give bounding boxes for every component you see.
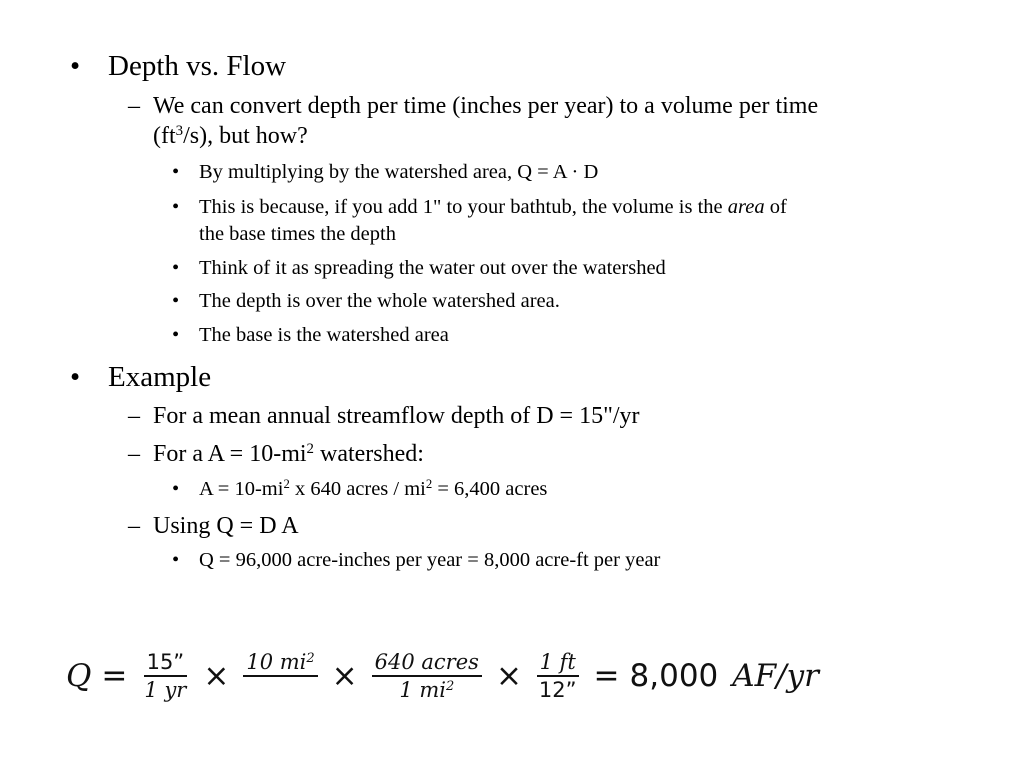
fraction-depth — [141, 650, 189, 703]
fraction-numerator: 15” — [144, 650, 188, 677]
fraction-feet — [536, 650, 580, 703]
fraction-numerator: 10 $mi^2$ — [243, 650, 317, 677]
eq-result-value: 8,000 — [629, 658, 719, 694]
fraction-denominator: 1 yr — [144, 677, 187, 702]
fraction-acres — [372, 650, 482, 703]
fraction-denominator: 12” — [538, 677, 577, 702]
eq-equals: = — [101, 658, 128, 694]
using-text: Using Q = D A — [153, 513, 299, 539]
convert-line-2: $(ft^3/s)$, but how? — [153, 122, 308, 149]
bullet: • — [172, 196, 180, 218]
because-line-1: This is because, if you add 1" to your bathtub, the volume is the area of — [199, 196, 787, 218]
dash: – — [128, 403, 140, 429]
bullet: • — [172, 257, 180, 279]
bullet: • — [70, 50, 81, 82]
heading-example: Example — [108, 361, 212, 393]
mean-annual-text: For a mean annual streamflow depth of D = 15"/yr — [153, 403, 640, 429]
eq-times: × — [203, 658, 230, 694]
think-text: Think of it as spreading the water out over the watershed — [199, 257, 666, 279]
bullet: • — [172, 478, 180, 500]
q-result-text: Q = 96,000 acre-inches per year = 8,000 acre-ft per year — [199, 549, 661, 571]
base-text: The base is the watershed area — [199, 324, 449, 346]
bullet: • — [172, 290, 180, 312]
fraction-numerator: 1 ft — [537, 650, 579, 677]
bullet: • — [172, 324, 180, 346]
eq-equals: = — [593, 658, 620, 694]
eq-result-unit: AF/yr — [732, 658, 819, 694]
fraction-denominator — [274, 677, 287, 703]
bullet: • — [172, 161, 180, 183]
eq-times: × — [331, 658, 358, 694]
conversion-equation — [66, 646, 819, 706]
eq-times: × — [495, 658, 522, 694]
depth-over-text: The depth is over the whole watershed area. — [199, 290, 560, 312]
dash: – — [128, 513, 140, 539]
dash: – — [128, 93, 140, 119]
fraction-area — [243, 650, 317, 703]
bullet: • — [70, 361, 81, 393]
bullet: • — [172, 549, 180, 571]
fraction-denominator: 1 $mi^2$ — [399, 677, 455, 702]
because-line-2: the base times the depth — [199, 223, 396, 245]
fraction-numerator: 640 acres — [372, 650, 482, 677]
watershed-text: For a $A = 10-mi^2$ watershed: — [153, 440, 424, 467]
multiply-text: By multiplying by the watershed area, Q = A · D — [199, 161, 599, 183]
convert-line-1: We can convert depth per time (inches per year) to a volume per time — [153, 93, 819, 119]
heading-depth-vs-flow: Depth vs. Flow — [108, 50, 287, 82]
area-calc-text: $A = 10-mi^2$ x 640 acres / $mi^2 = 6,400$ acres — [199, 477, 548, 500]
dash: – — [128, 441, 140, 467]
eq-q: Q — [66, 658, 92, 694]
